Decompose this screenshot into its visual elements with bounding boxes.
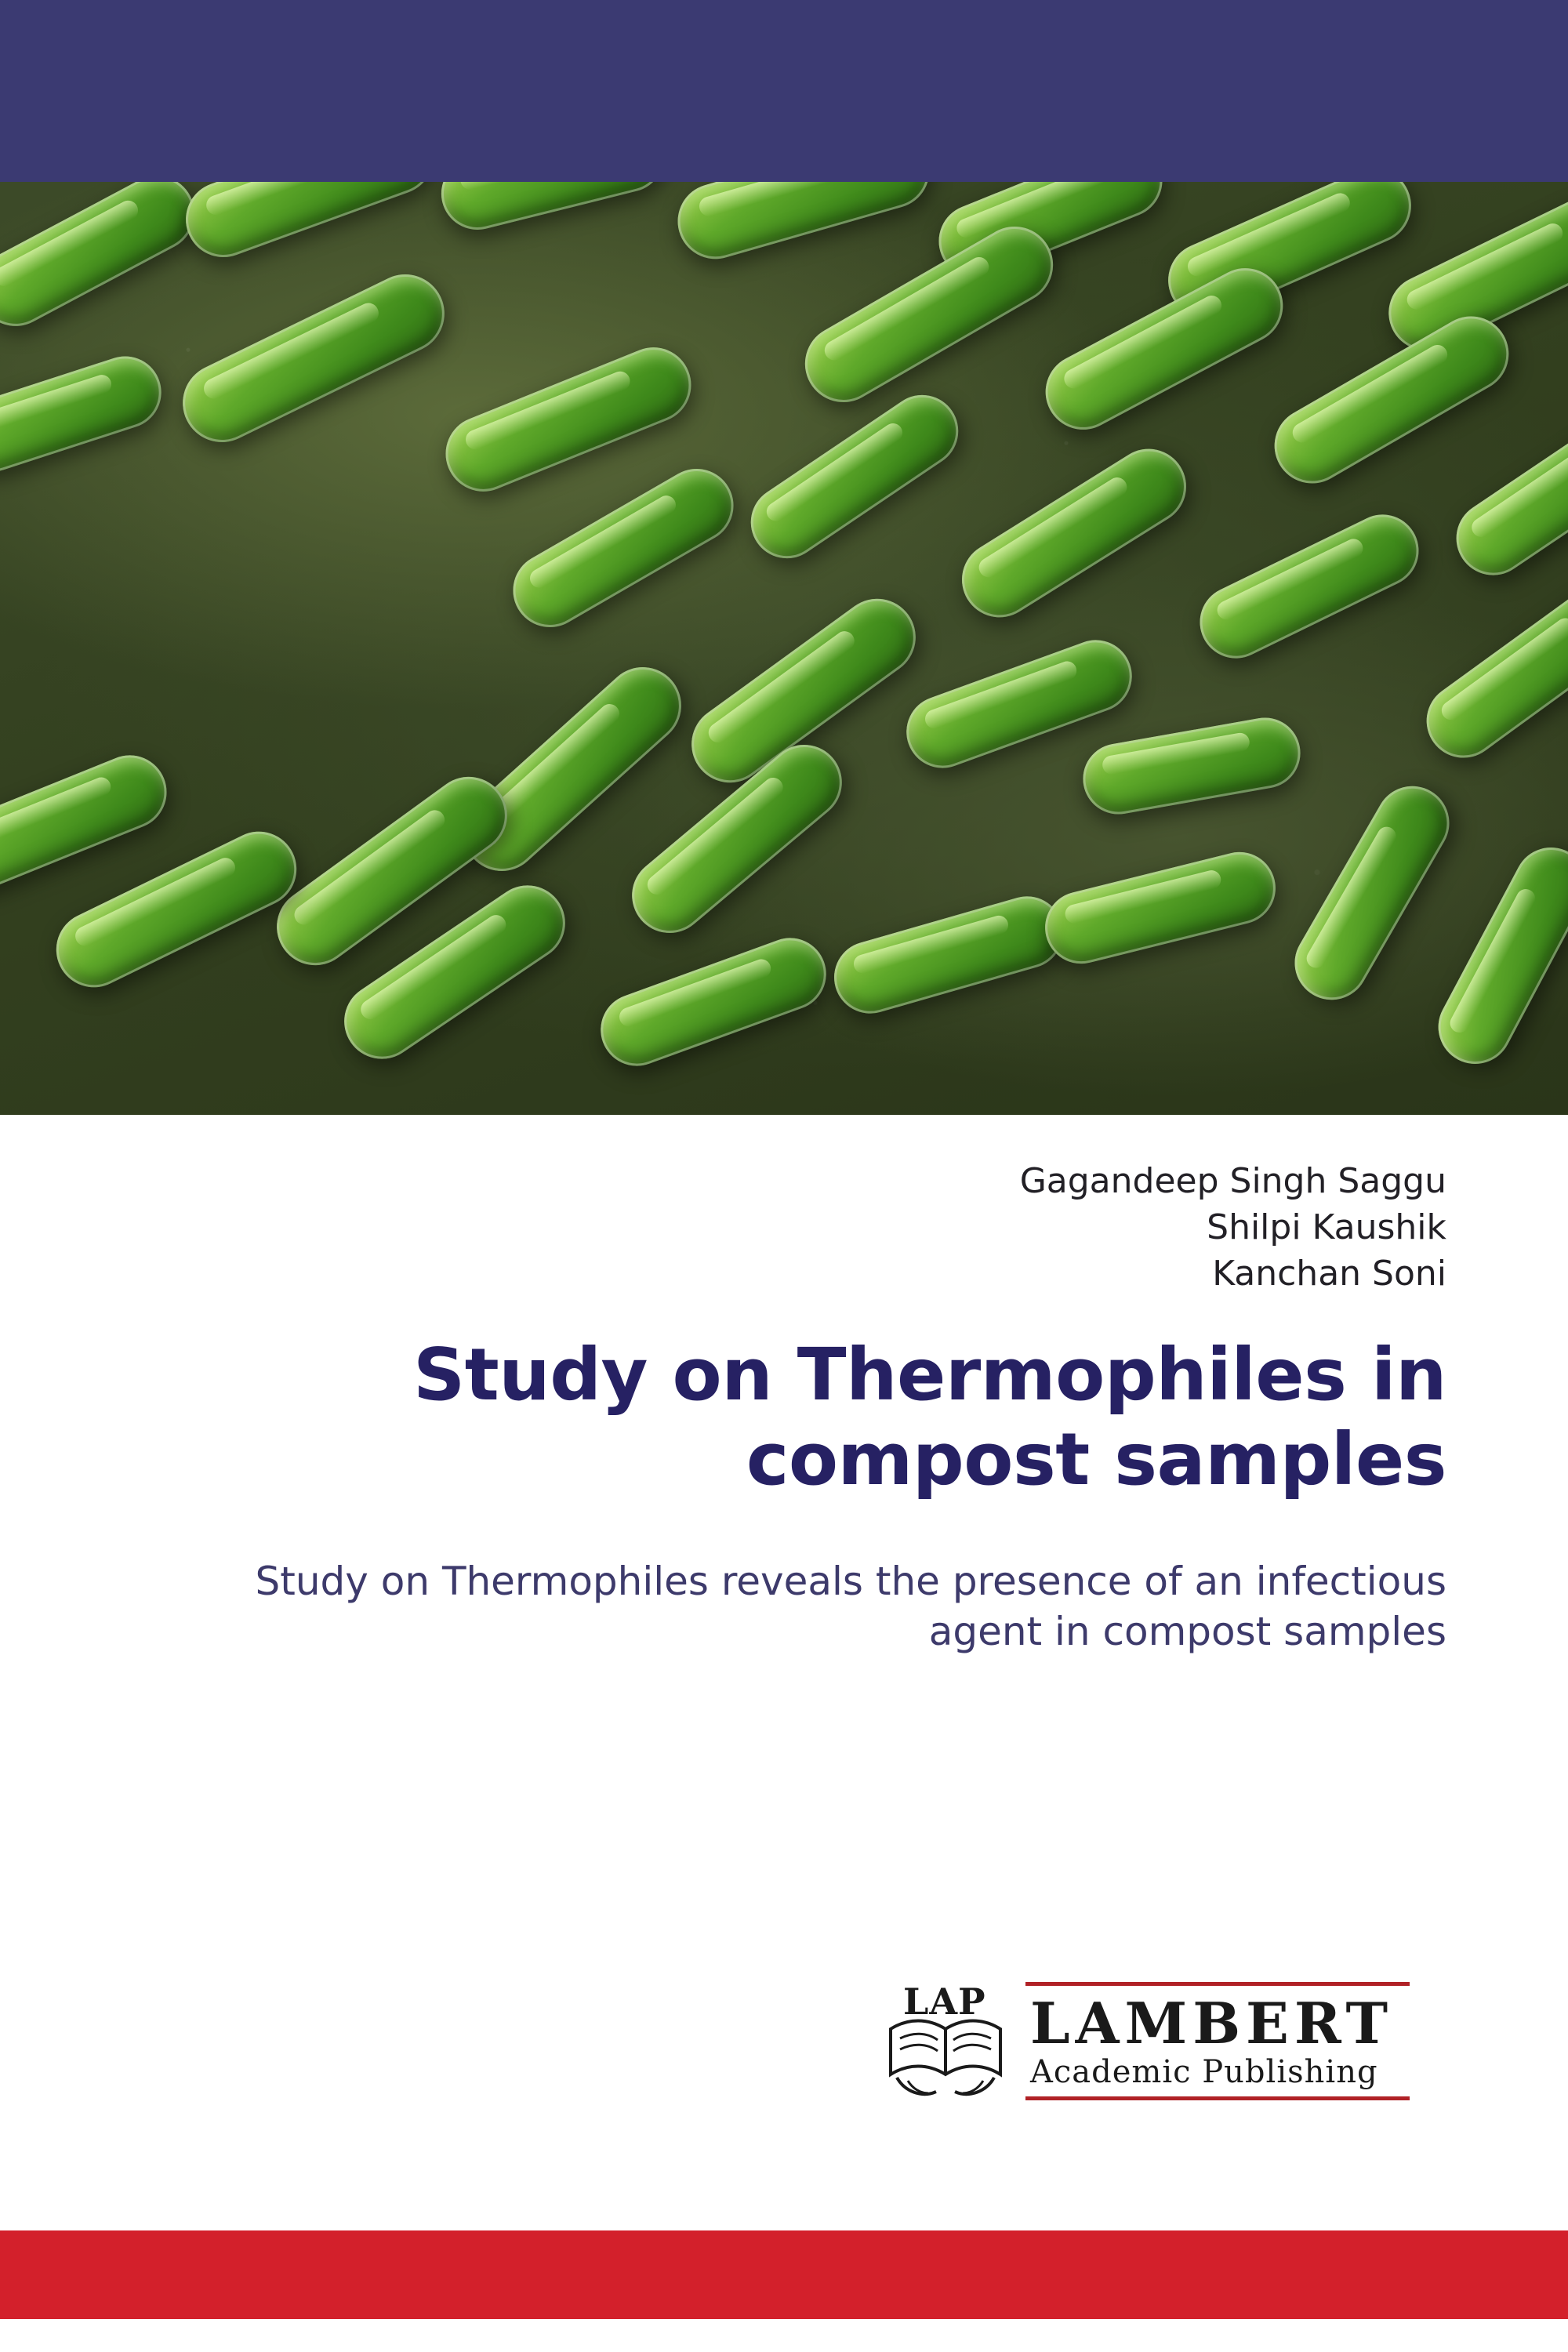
top-color-band: [0, 0, 1568, 182]
author-name: Shilpi Kaushik: [1207, 1207, 1446, 1247]
publisher-name: LAMBERT: [1030, 1990, 1394, 2056]
author-list: [270, 1159, 1446, 1298]
bottom-white-strip: [0, 2319, 1568, 2352]
open-book-icon: [877, 1977, 1018, 2103]
publisher-tagline: Academic Publishing: [1030, 2054, 1378, 2090]
publisher-logo: [877, 1976, 1410, 2105]
author-name: Kanchan Soni: [1212, 1253, 1446, 1294]
logo-rule: [1025, 2096, 1410, 2100]
logo-rule: [1025, 1982, 1410, 1986]
cover-hero-image: [0, 182, 1568, 1115]
author-name: Gagandeep Singh Saggu: [1019, 1161, 1446, 1201]
logo-mark-text: LAP: [903, 1980, 986, 2023]
book-title: Study on Thermophiles in compost samples: [412, 1333, 1446, 1501]
book-subtitle: Study on Thermophiles reveals the presence of an infectious agent in compost samples: [255, 1559, 1446, 1654]
